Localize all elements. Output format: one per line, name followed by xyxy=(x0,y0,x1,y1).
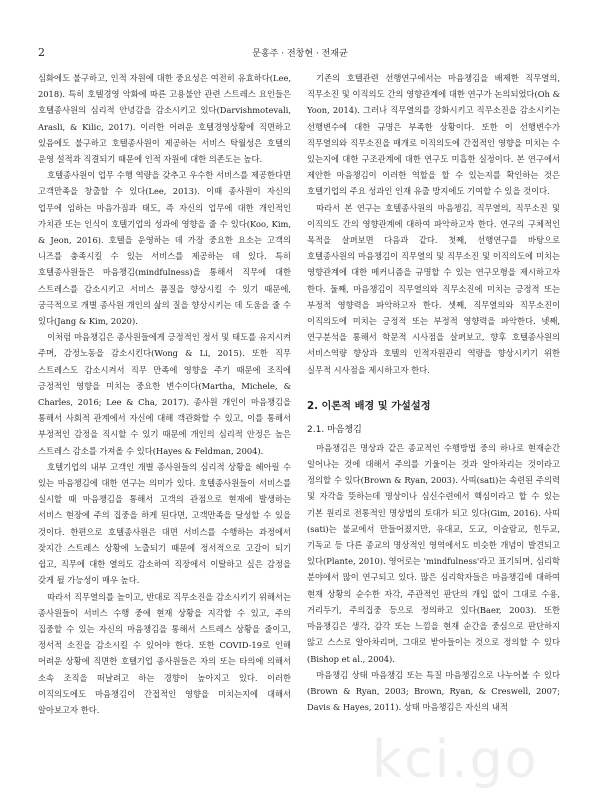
body-paragraph: 호텔기업의 내부 고객인 개별 종사원들의 심리적 상황을 헤아릴 수 있는 마음챙김에 대한 연구는 의미가 있다. 호텔종사원들이 서비스를 실시할 때 마음챙김을 통해서 고객의 관점으로 현재에 발생하는 서비스 현장에 주의 집중을 하게 된다면, 고객만족을 달성할 수 있을 것이다. 한편으로 호텔종사원은 대면 서비스를 수행하는 과정에서 잦지간 스트레스 상황에 노출되기 때문에 정서적으로 고갈이 되기 쉽고, 직무에 대한 열의도 감소하여 직장에서 이탈하고 싶은 감정을 갖게 될 가능성이 매우 높다. xyxy=(38,461,291,586)
body-paragraph: 호텔종사원이 업무 수행 역량을 갖추고 우수한 서비스를 제공한다면 고객만족을 창출할 수 있다(Lee, 2013). 이때 종사원이 자신의 업무에 임하는 마음가짐과 태도, 즉 자신의 업무에 대한 개인적인 가치관 또는 인식이 호텔기업의 성과에 영향을 줄 수 있다(Koo, Kim, & Jeon, 2016). 호텔을 운영하는 데 가장 중요한 요소는 고객의 니즈를 충족시킬 수 있는 서비스를 제공하는 데 있다. 특히 호텔종사원들은 마음챙김(mindfulness)을 통해서 직무에 대한 스트레스를 감소시키고 서비스 품질을 향상시킬 수 있기 때문에, 궁극적으로 개별 종사원 개인의 삶의 질을 향상시키는 데 도움을 줄 수 있다(Jang & Kim, 2020). xyxy=(38,170,291,327)
right-column xyxy=(307,70,560,715)
watermark: kci.go xyxy=(372,730,539,790)
page-header xyxy=(38,46,562,62)
body-paragraph: 심화에도 불구하고, 인적 자원에 대한 중요성은 여전히 유효하다(Lee, 2018). 특히 호텔경영 악화에 따른 고용불안 관련 스트레스 요인들은 호텔종사원의 심리적 안녕감을 감소시키고 있다(Darvishmotevali, Arasli, & Kilic, 2017). 이러한 어려운 호텔경영상황에 직면하고 있음에도 불구하고 호텔종사원이 제공하는 서비스 탁월성은 호텔의 운영 설적과 직결되기 때문에 인적 자원에 대한 의존도는 높다. xyxy=(38,73,291,165)
left-column xyxy=(38,70,291,718)
body-paragraph: 기존의 호텔관련 선행연구에서는 마음챙김을 배제한 직무열의, 직무소진 및 이직의도 간의 영향관계에 대한 연구가 논의되었다(Oh & Yoon, 2014). 그러나 직무열의를 강화시키고 직무소진을 감소시키는 선행변수에 대한 규명은 부족한 상황이다. 또한 이 선행변수가 직무열의와 직무소진을 매개로 이직의도에 간접적인 영향을 미치는 수 있는지에 대한 구조관계에 대한 연구도 미흡한 실정이다. 본 연구에서 제안한 마음챙김이 이러한 역할을 할 수 있는지를 확인하는 것은 호텔기업의 주요 성과인 인재 유출 방지에도 기여할 수 있을 것이다. xyxy=(307,73,560,197)
body-paragraph: 따라서 직무열의를 높이고, 반대로 직무소진을 감소시키기 위해서는 종사원들이 서비스 수행 중에 현재 상황을 지각할 수 있고, 주의 집중할 수 있는 자신의 마음챙김을 통해서 스트레스 상황을 줄이고, 정서적 소진을 감소시킬 수 있어야 한다. 또한 COVID-19로 인해 어려운 상황에 직면한 호텔기업 종사원들은 자의 또는 타의에 의해서 소속 조직을 떠날려고 하는 경향이 높아지고 있다. 이러한 이직의도에도 마음챙김이 간접적인 영향을 미치는지에 대해서 알아보고자 한다. xyxy=(38,591,291,715)
page-number: 2 xyxy=(38,46,45,59)
body-paragraph: 따라서 본 연구는 호텔종사원의 마음챙김, 직무열의, 직무소진 및 이직의도 간의 영향관계에 대하여 파악하고자 한다. 연구의 구체적인 목적을 살펴보면 다음과 같다. 첫째, 선행연구를 바탕으로 호텔종사원의 마음챙김이 직무열의 및 직무소진 및 이직의도에 미치는 영향관계에 대한 메커니즘을 규명할 수 있는 연구모형을 제시하고자 한다. 둘째, 마음챙김이 직무열의와 직무소진에 미치는 긍정적 또는 부정적 영향력을 파악하고자 한다. 셋째, 직무열의와 직무소진이 이직의도에 미치는 긍정적 또는 부정적 영향력을 파악한다. 넷째, 연구분석을 통해서 학문적 시사점을 살펴보고, 향후 호텔종사원의 서비스역량 향상과 호텔의 인적자원관리 역량을 향상시키기 위한 실무적 시사점을 제시하고자 한다. xyxy=(307,202,560,375)
subsection-heading: 2.1. 마음챙김 xyxy=(307,424,362,435)
section-heading: 2. 이론적 배경 및 가설설정 xyxy=(307,400,431,412)
body-paragraph: 마음챙김 상태 마음챙김 또는 특질 마음챙김으로 나누어볼 수 있다(Brown & Ryan, 2003; Brown, Ryan, & Creswell, 2007; Davis & Hayes, 2011). 상태 마음챙김은 자신의 내적 xyxy=(307,669,560,713)
running-title: 문홍주 · 전창현 · 전재균 xyxy=(252,49,348,59)
body-paragraph: 이처럼 마음챙김은 종사원들에게 긍정적인 정서 및 태도를 유지시켜 주며, 감정노동을 감소시킨다(Wong & Li, 2015). 또한 직무 스트레스도 감소시켜서 직무 만족에 영향을 주기 때문에 조직에 긍정적인 영향을 미치는 중요한 변수이다(Martha, Michele, & Charles, 2016; Lee & Cha, 2017). 종사원 개인이 마음챙김을 통해서 사회적 관계에서 자신에 대해 객관화할 수 있고, 이를 통해서 부정적인 감정을 직시할 수 있기 때문에 개인의 심리적 안정은 높은 스트레스 감소를 가져올 수 있다(Hayes & Feldman, 2004). xyxy=(38,332,291,456)
body-paragraph: 마음챙김은 명상과 같은 종교적인 수행방법 중의 하나로 현재순간 일어나는 것에 대해서 주의를 기울이는 것과 알아차리는 것이라고 정의할 수 있다(Brown & Ryan, 2003). 사띠(sati)는 속련된 주의력 및 자각을 뜻하는데 명상이나 심신수련에서 핵심이라고 할 수 있는 기본 원리로 전통적인 명상법의 토대가 되고 있다(Gim, 2016). 사띠(sati)는 불교에서 만들어졌지만, 유대교, 도교, 이슬람교, 힌두교, 기독교 등 다른 종교의 명상적인 영역에서도 비슷한 개념이 발견되고 있다(Plante, 2010). 영어로는 'mindfulness'라고 표기되며, 심리학 분야에서 많이 연구되고 있다. 많은 심리학자들은 마음챙김에 대하여 현재 상황의 순수한 자각, 주관적인 판단의 개입 없이 그대로 수용, 거리두기, 주의집중 등으로 정의하고 있다(Baer, 2003). 또한 마음챙김은 생각, 감각 또는 느낌을 현재 순간을 중심으로 판단하지 않고 스스로 알아차리며, 그대로 받아들이는 것으로 정의할 수 있다(Bishop et al., 2004). xyxy=(307,442,560,664)
